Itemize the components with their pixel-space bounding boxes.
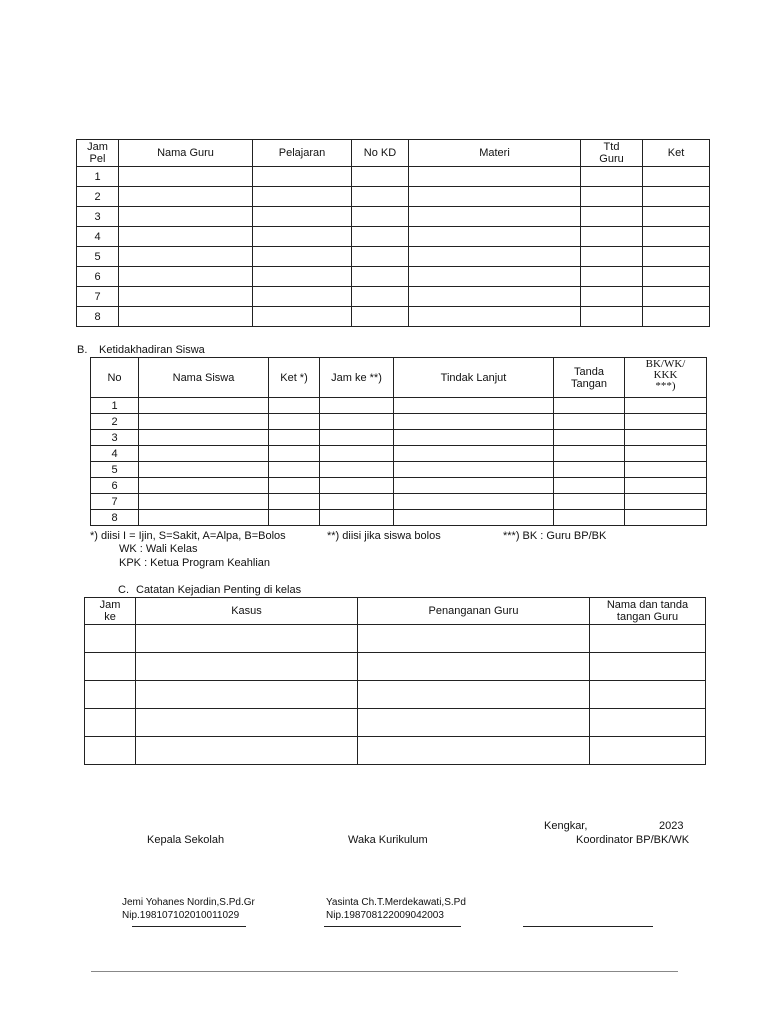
row-number: 1 bbox=[77, 167, 119, 187]
table-row bbox=[85, 653, 706, 681]
row-number: 2 bbox=[77, 187, 119, 207]
student-absence-table bbox=[90, 357, 707, 526]
row-number: 8 bbox=[91, 510, 139, 526]
row-number: 4 bbox=[91, 446, 139, 462]
header-kasus: Kasus bbox=[136, 598, 358, 625]
header-ttd-guru: Ttd Guru bbox=[581, 140, 643, 167]
table-row bbox=[77, 227, 710, 247]
kepala-signature-line bbox=[132, 926, 246, 927]
table-row bbox=[91, 462, 707, 478]
header-tindak-lanjut: Tindak Lanjut bbox=[394, 358, 554, 398]
table-row bbox=[91, 446, 707, 462]
header-ket: Ket bbox=[643, 140, 710, 167]
table-c-header-row bbox=[85, 598, 706, 625]
table-row bbox=[91, 510, 707, 526]
header-materi: Materi bbox=[409, 140, 581, 167]
row-number: 5 bbox=[91, 462, 139, 478]
header-tanda-tangan: Tanda Tangan bbox=[554, 358, 625, 398]
header-jam-ke: Jam ke bbox=[85, 598, 136, 625]
table-row bbox=[77, 267, 710, 287]
header-nama-guru: Nama Guru bbox=[119, 140, 253, 167]
row-number: 7 bbox=[91, 494, 139, 510]
row-number: 7 bbox=[77, 287, 119, 307]
row-number: 4 bbox=[77, 227, 119, 247]
section-b-title: Ketidakhadiran Siswa bbox=[99, 344, 205, 356]
table-row bbox=[77, 287, 710, 307]
kepala-sekolah-name: Jemi Yohanes Nordin,S.Pd.Gr bbox=[122, 897, 255, 908]
signature-place: Kengkar, bbox=[544, 820, 588, 832]
header-jam-pel: Jam Pel bbox=[77, 140, 119, 167]
table-row bbox=[77, 247, 710, 267]
header-ket: Ket *) bbox=[269, 358, 320, 398]
table-row bbox=[77, 307, 710, 327]
kepala-sekolah-nip: Nip.198107102010011029 bbox=[122, 910, 240, 921]
row-number: 6 bbox=[77, 267, 119, 287]
section-b-label: B. bbox=[77, 344, 88, 356]
header-nama-siswa: Nama Siswa bbox=[139, 358, 269, 398]
table-row bbox=[91, 430, 707, 446]
table-row bbox=[77, 167, 710, 187]
teaching-journal-table bbox=[76, 139, 710, 327]
table-row bbox=[85, 709, 706, 737]
table-row bbox=[91, 414, 707, 430]
table-row bbox=[91, 398, 707, 414]
header-no: No bbox=[91, 358, 139, 398]
table-row bbox=[77, 187, 710, 207]
koordinator-signature-line bbox=[523, 926, 653, 927]
table-b-header-row bbox=[91, 358, 707, 398]
waka-kurikulum-nip: Nip.198708122009042003 bbox=[326, 910, 444, 921]
table-row bbox=[91, 478, 707, 494]
note-kpk: KPK : Ketua Program Keahlian bbox=[119, 557, 271, 569]
row-number: 6 bbox=[91, 478, 139, 494]
waka-signature-line bbox=[324, 926, 461, 927]
note-ket-legend: *) diisi I = Ijin, S=Sakit, A=Alpa, B=Bolos bbox=[90, 530, 286, 542]
header-jam-ke: Jam ke **) bbox=[320, 358, 394, 398]
table-row bbox=[77, 207, 710, 227]
koordinator-title: Koordinator BP/BK/WK bbox=[576, 834, 690, 846]
row-number: 3 bbox=[77, 207, 119, 227]
table-row bbox=[85, 625, 706, 653]
note-bk: ***) BK : Guru BP/BK bbox=[503, 530, 607, 542]
header-penanganan-guru: Penanganan Guru bbox=[358, 598, 590, 625]
note-bolos: **) diisi jika siswa bolos bbox=[327, 530, 441, 542]
row-number: 1 bbox=[91, 398, 139, 414]
table-row bbox=[85, 737, 706, 765]
note-wk: WK : Wali Kelas bbox=[119, 543, 198, 555]
waka-kurikulum-name: Yasinta Ch.T.Merdekawati,S.Pd bbox=[326, 897, 466, 908]
footer-divider bbox=[91, 971, 678, 972]
table-a-header-row bbox=[77, 140, 710, 167]
section-c-label: C. bbox=[118, 584, 129, 596]
section-c-title: Catatan Kejadian Penting di kelas bbox=[136, 584, 302, 596]
header-no-kd: No KD bbox=[352, 140, 409, 167]
header-bk-wk-kkk: BK/WK/ KKK ***) bbox=[625, 358, 707, 398]
waka-kurikulum-title: Waka Kurikulum bbox=[348, 834, 428, 846]
kepala-sekolah-title: Kepala Sekolah bbox=[147, 834, 225, 846]
incident-notes-table bbox=[84, 597, 706, 765]
table-row bbox=[85, 681, 706, 709]
row-number: 2 bbox=[91, 414, 139, 430]
table-row bbox=[91, 494, 707, 510]
header-pelajaran: Pelajaran bbox=[253, 140, 352, 167]
row-number: 3 bbox=[91, 430, 139, 446]
signature-year: 2023 bbox=[659, 820, 684, 832]
row-number: 5 bbox=[77, 247, 119, 267]
header-nama-tanda-tangan: Nama dan tanda tangan Guru bbox=[590, 598, 706, 625]
row-number: 8 bbox=[77, 307, 119, 327]
